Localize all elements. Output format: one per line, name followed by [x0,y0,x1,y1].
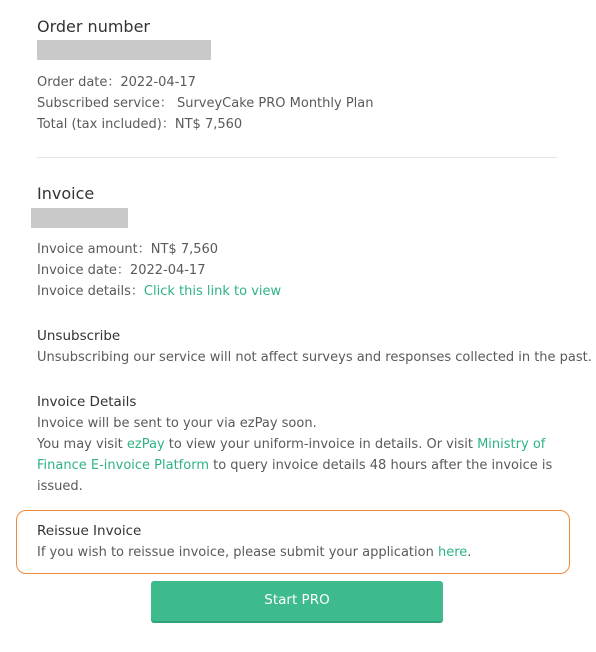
invoice-details-text-2: You may visit ezPay to view your uniform-invoice in details. Or visit Ministry of [37,437,546,452]
order-total: Total (tax included)：NT$ 7,560 [37,117,243,132]
invoice-details-text-3: Finance E-invoice Platform to query invoice details 48 hours after the invoice is [37,458,553,473]
invoice-heading: Invoice [37,184,95,203]
redacted-invoice-number [31,208,128,228]
mof-einvoice-link-part1[interactable]: Ministry of [477,437,546,452]
invoice-details-line [37,281,281,302]
ezpay-link[interactable]: ezPay [126,437,165,452]
section-divider [37,157,557,158]
mof-einvoice-link-part2[interactable]: Finance E-invoice Platform [37,458,209,473]
unsubscribe-heading: Unsubscribe [37,328,121,344]
unsubscribe-text: Unsubscribing our service will not affect surveys and responses collected in the past. [37,350,592,365]
invoice-details-link[interactable]: Click this link to view [143,284,282,299]
invoice-details-text-1: Invoice will be sent to your via ezPay soon. [37,416,317,431]
subscribed-service: Subscribed service： SurveyCake PRO Monthly Plan [37,96,374,111]
start-pro-button[interactable]: Start PRO [151,581,443,621]
invoice-amount: Invoice amount：NT$ 7,560 [37,242,219,257]
invoice-date: Invoice date：2022-04-17 [37,263,206,278]
redacted-order-number [37,40,211,60]
reissue-invoice-text: If you wish to reissue invoice, please submit your application here. [37,545,472,560]
reissue-invoice-heading: Reissue Invoice [37,523,142,539]
reissue-here-link[interactable]: here [437,545,468,560]
order-date: Order date：2022-04-17 [37,75,196,90]
invoice-details-label: Invoice details： [37,284,144,299]
order-number-heading: Order number [37,17,150,36]
invoice-details-text-4: issued. [37,479,83,494]
invoice-details-heading: Invoice Details [37,394,137,410]
